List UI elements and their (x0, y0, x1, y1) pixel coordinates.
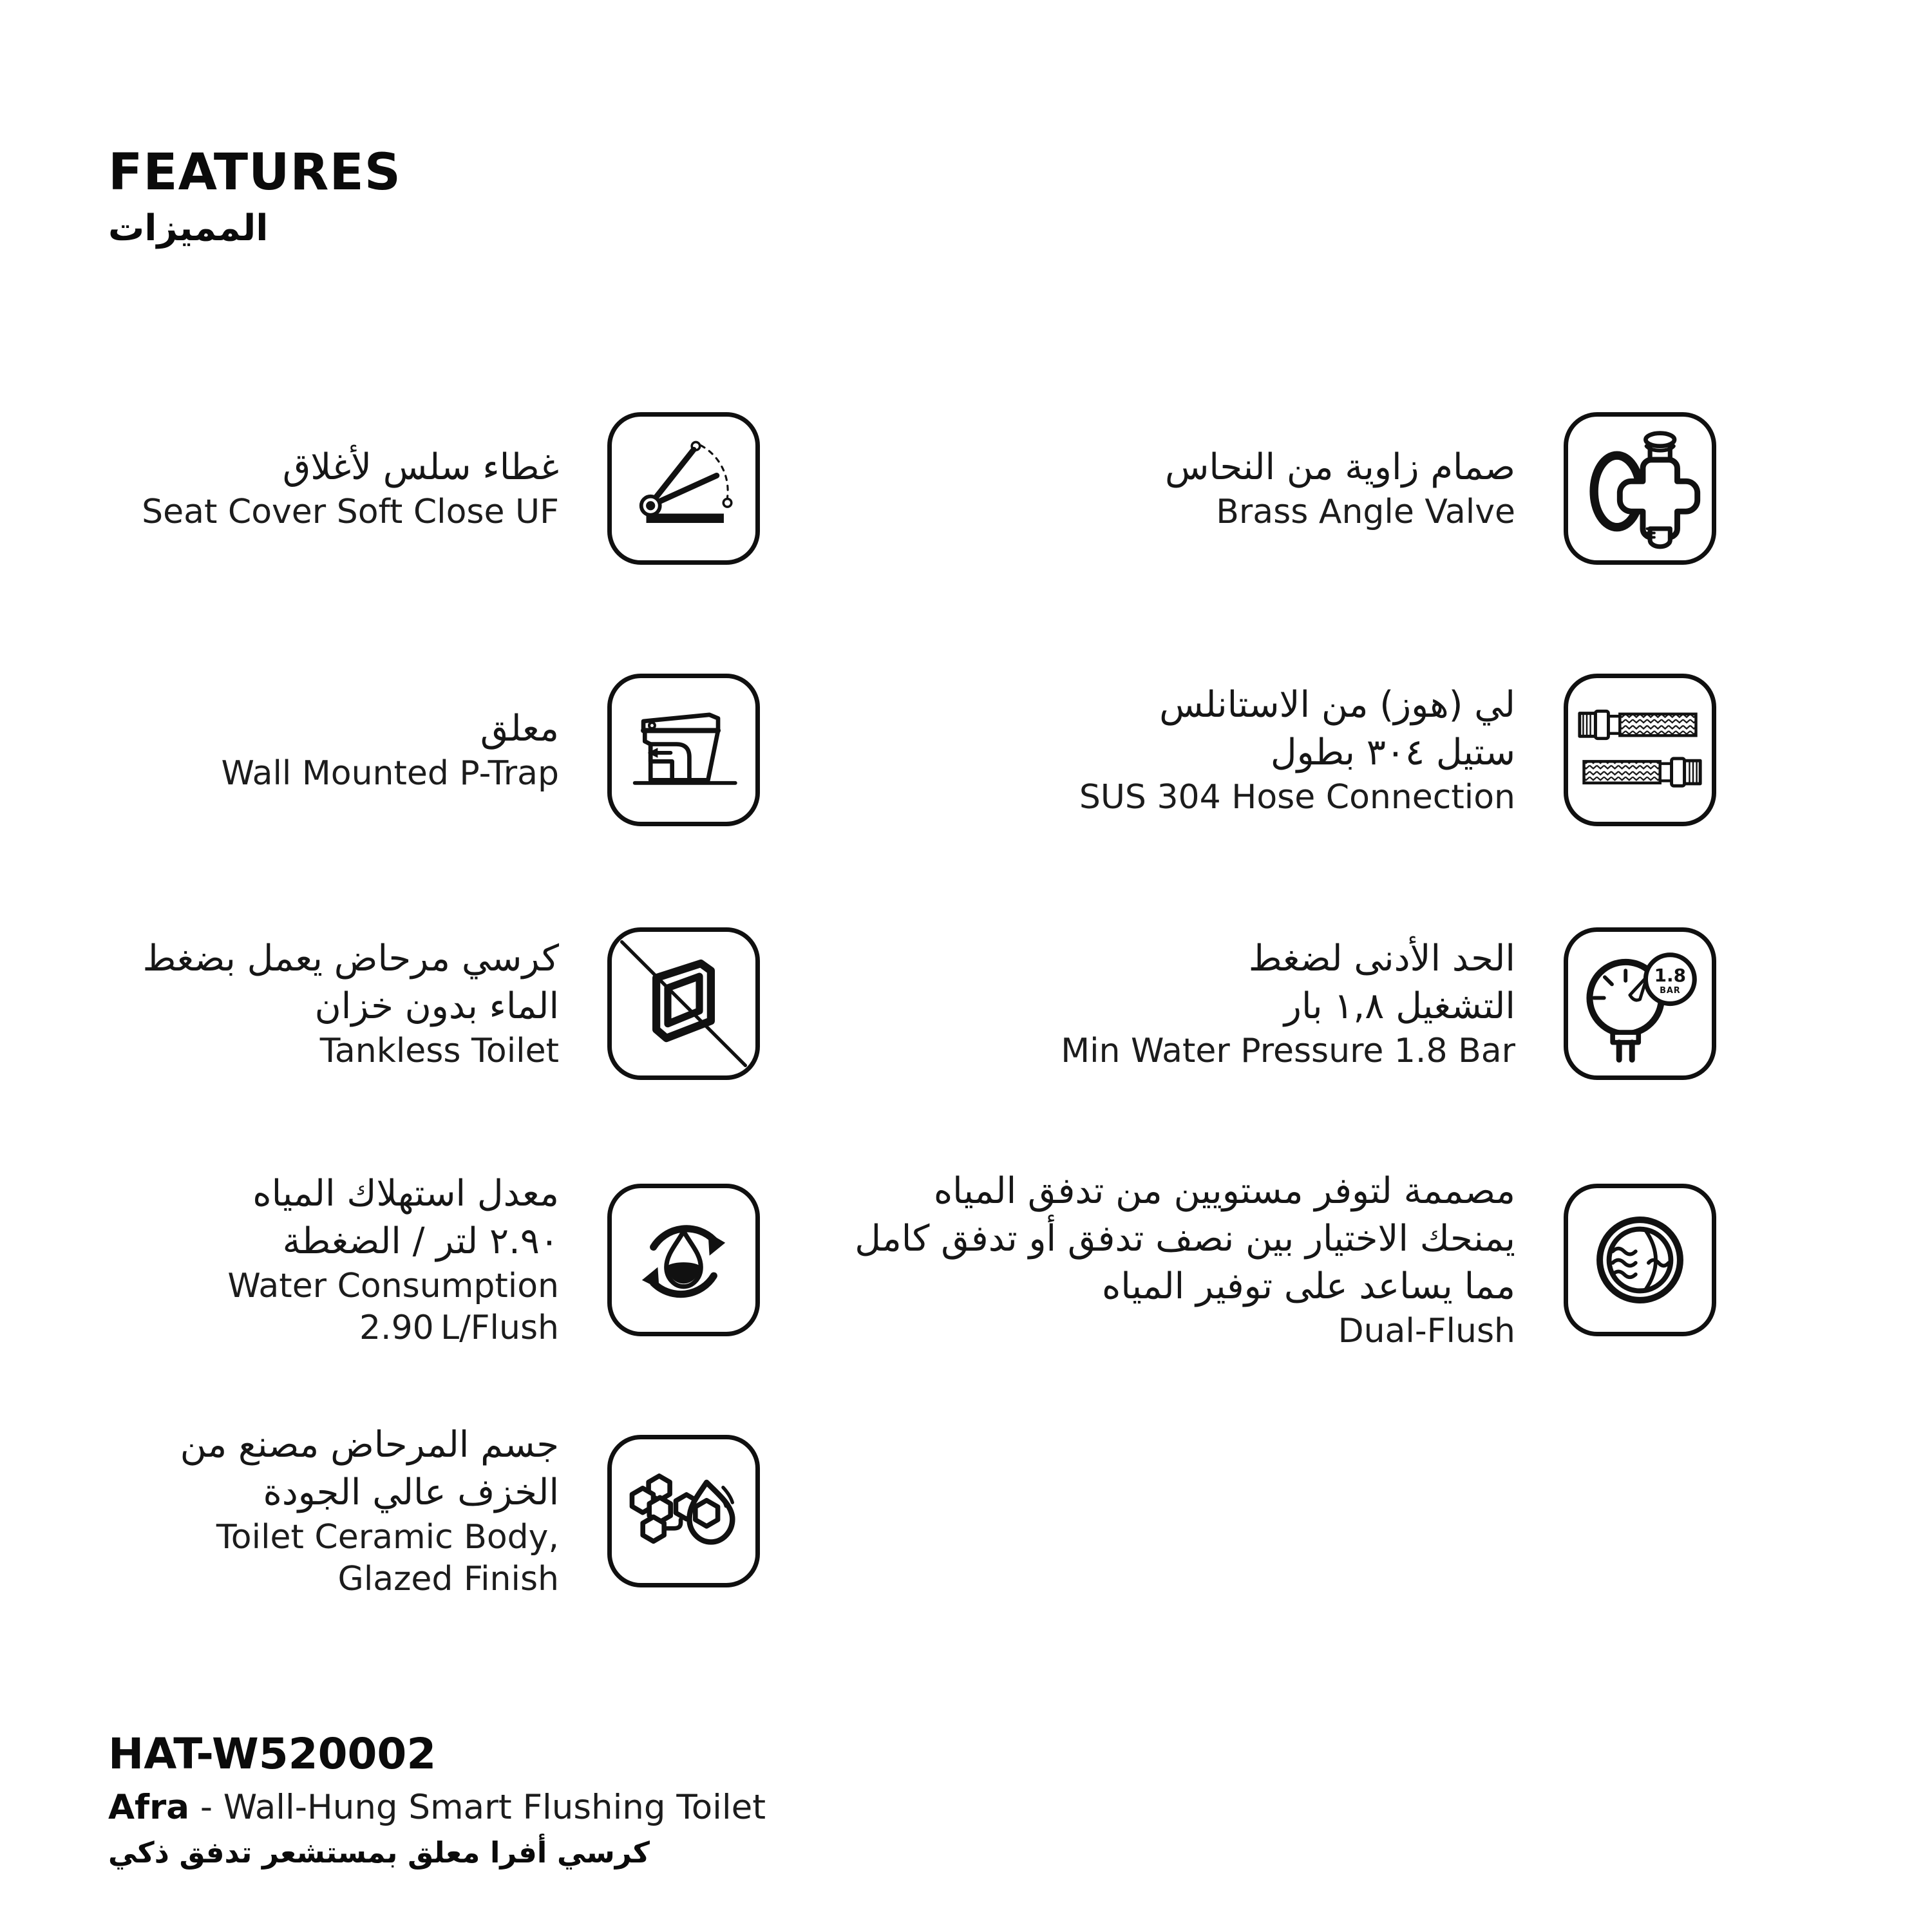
feature-arabic-line: يمنحك الاختيار بين نصف تدفق أو تدفق كامل (855, 1217, 1515, 1260)
brass-angle-valve-icon (1564, 412, 1716, 565)
product-name-rest: - Wall-Hung Smart Flushing Toilet (189, 1787, 766, 1827)
feature-text (115, 935, 559, 1072)
feature-min-water-pressure (953, 927, 1716, 1080)
feature-arabic-line: الخزف عالي الجودة (263, 1471, 559, 1513)
feature-english-line: Toilet Ceramic Body, (216, 1517, 559, 1557)
feature-wall-mounted-p-trap (115, 674, 760, 826)
product-info (108, 1731, 766, 1872)
feature-text (115, 1421, 559, 1601)
feature-arabic-line: التشغيل ١,٨ بار (1283, 985, 1515, 1027)
feature-text (953, 444, 1515, 533)
water-consumption-icon (607, 1184, 760, 1336)
feature-arabic-line: الماء بدون خزان (314, 985, 559, 1027)
feature-arabic-line: معدل استهلاك المياه (252, 1173, 559, 1215)
feature-text (953, 935, 1515, 1072)
feature-arabic-line: ستيل ٣٠٤ بطول (1270, 731, 1515, 773)
feature-english-line: Glazed Finish (337, 1560, 559, 1599)
page-title: FEATURES (108, 144, 401, 202)
feature-text (115, 705, 559, 795)
product-name (108, 1787, 766, 1828)
feature-english-line: 2.90 L/Flush (359, 1309, 559, 1348)
feature-english-line: Wall Mounted P-Trap (221, 753, 559, 793)
feature-english-line: Brass Angle Valve (1216, 492, 1515, 531)
feature-hose-connection (953, 674, 1716, 826)
feature-english-line: Water Consumption (227, 1266, 559, 1305)
feature-text (855, 1168, 1515, 1352)
feature-ceramic-body (115, 1424, 760, 1599)
feature-arabic-line: الحد الأدنى لضغط (1248, 937, 1515, 980)
feature-english-line: SUS 304 Hose Connection (1079, 777, 1515, 817)
feature-english-line: Tankless Toilet (319, 1031, 559, 1070)
wall-mounted-toilet-icon (607, 674, 760, 826)
product-name-arabic: كرسي أفرا معلق بمستشعر تدفق ذكي (108, 1835, 650, 1870)
feature-tankless-toilet (115, 927, 760, 1080)
gauge-unit-label: BAR (1660, 985, 1681, 996)
dual-flush-icon (1564, 1184, 1716, 1336)
feature-english-line: Dual-Flush (1338, 1311, 1515, 1350)
pressure-gauge-icon (1564, 927, 1716, 1080)
feature-arabic-line: جسم المرحاض مصنع من (180, 1424, 559, 1466)
feature-arabic-line: مما يساعد على توفير المياه (1101, 1265, 1515, 1307)
ceramic-body-icon (607, 1435, 760, 1587)
product-name-bold: Afra (108, 1787, 189, 1827)
feature-dual-flush (855, 1170, 1716, 1350)
product-sku: HAT-W520002 (108, 1729, 437, 1779)
page-header (108, 144, 401, 249)
feature-brass-angle-valve (953, 412, 1716, 565)
feature-text (953, 681, 1515, 819)
hose-connection-icon (1564, 674, 1716, 826)
feature-arabic-line: صمام زاوية من النحاس (1164, 446, 1515, 488)
feature-arabic-line: كرسي مرحاض يعمل بضغط (142, 937, 559, 980)
page-title-arabic: المميزات (108, 207, 269, 249)
soft-close-seat-icon (607, 412, 760, 565)
feature-arabic-line: مصممة لتوفر مستويين من تدفق المياه (933, 1170, 1515, 1212)
feature-text (115, 444, 559, 533)
gauge-value-label: 1.8 (1654, 964, 1687, 986)
feature-seat-cover-soft-close (115, 412, 760, 565)
feature-english-line: Min Water Pressure 1.8 Bar (1061, 1031, 1515, 1070)
feature-water-consumption (115, 1173, 760, 1348)
feature-arabic-line: لي (هوز) من الاستانلس (1159, 683, 1515, 726)
feature-text (115, 1170, 559, 1350)
feature-arabic-line: ٢.٩٠ لتر / الضغطة (282, 1220, 559, 1262)
feature-arabic-line: معلق (480, 707, 559, 750)
tankless-toilet-icon (607, 927, 760, 1080)
feature-arabic-line: غطاء سلس لأغلاق (282, 446, 559, 488)
feature-english-line: Seat Cover Soft Close UF (142, 492, 559, 531)
